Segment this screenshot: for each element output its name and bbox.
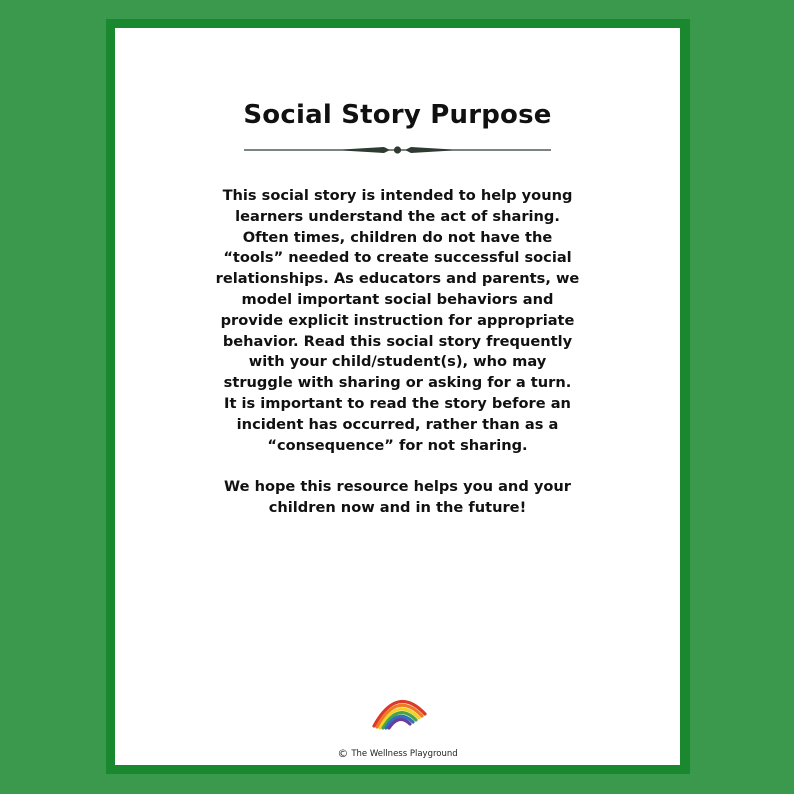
copyright-icon: © [337,747,349,760]
page-title: Social Story Purpose [243,100,552,130]
document-page [115,28,680,765]
closing-paragraph: We hope this resource helps you and your children now and in the future! [224,478,571,516]
purpose-text [215,186,580,519]
rainbow-icon [369,688,429,730]
purpose-paragraph: This social story is intended to help young learners understand the act of sharing. Often times, children do not have the “tools” needed to create successful social relationships. As educators and parents, we model important social behaviors and provide explicit instruction for appropriate behavior. Read this social story frequently with your child/student(s), who may struggle with sharing or asking for a turn. It is important to read the story before an incident has occurred, rather than as a “consequence” for not sharing. [215,187,580,454]
ornamental-divider-icon [244,142,551,158]
footer-credit-text: The Wellness Playground [351,749,458,759]
footer-credit [115,747,680,760]
